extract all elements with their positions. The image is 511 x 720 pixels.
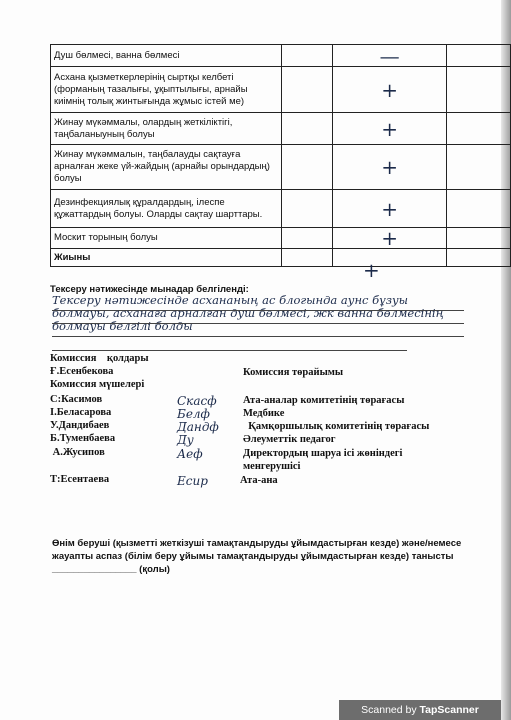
criterion-cell: Дезинфекциялық құралдардың, ілеспе құжаттардың болуы. Оларды сақтау шарттары. xyxy=(51,190,282,228)
member-role: Қамқоршылық комитетінің төрағасы xyxy=(243,421,430,432)
member-signature: Белф xyxy=(177,407,210,421)
member-row xyxy=(50,433,490,447)
findings-label: Тексеру нәтижесінде мынадар белгіленді: xyxy=(50,284,249,295)
handwritten-mark-cell: + xyxy=(332,145,447,190)
commission-chair-row xyxy=(50,366,490,380)
ruled-line xyxy=(52,310,464,311)
member-signature: Скасф xyxy=(177,394,217,408)
ruled-line xyxy=(52,323,464,324)
criterion-cell: Жиыны xyxy=(51,249,282,267)
criterion-cell: Душ бөлмесі, ванна бөлмесі xyxy=(51,45,282,67)
table-row xyxy=(51,228,511,249)
empty-cell xyxy=(282,45,333,67)
member-row xyxy=(50,420,490,434)
table-row xyxy=(51,113,511,145)
criterion-cell: Москит торының болуы xyxy=(51,228,282,249)
empty-cell xyxy=(447,145,511,190)
handwritten-findings: Тексеру нәтижесінде асхананың ас блогында аунс бұзуы болмауы, асханаға арналған душ бөлмесі, жк ванна бөлмесінің болмауы белгілі болды xyxy=(52,293,444,333)
member-name: Т:Есентаева xyxy=(50,474,110,485)
table-row xyxy=(51,67,511,113)
member-signature: Ду xyxy=(177,433,194,447)
members-heading: Комиссия мүшелері xyxy=(50,379,145,390)
handwritten-mark-cell: + xyxy=(332,113,447,145)
member-role: Ата-аналар комитетінің төрағасы xyxy=(243,395,405,406)
member-signature: Есир xyxy=(177,474,208,488)
member-role: Әлеуметтік педагог xyxy=(243,434,336,445)
ruled-line xyxy=(52,350,407,351)
table-row xyxy=(51,249,511,267)
chair-role: Комиссия төрайымы xyxy=(243,367,344,378)
empty-cell xyxy=(447,190,511,228)
handwritten-mark-cell: + xyxy=(332,67,447,113)
member-name: А.Жусипов xyxy=(50,447,105,458)
member-role: Директордың шаруа ісі жөніндегі менгерушісі xyxy=(243,448,403,472)
inspection-table xyxy=(50,44,511,267)
table-row xyxy=(51,145,511,190)
empty-cell xyxy=(447,228,511,249)
handwritten-mark-cell: — xyxy=(332,45,447,67)
empty-cell xyxy=(282,190,333,228)
member-row xyxy=(50,447,490,472)
handwritten-mark-below-table: + xyxy=(363,258,380,282)
handwritten-mark-cell: + xyxy=(332,190,447,228)
empty-cell xyxy=(282,113,333,145)
empty-cell xyxy=(282,228,333,249)
scanner-brand: TapScanner xyxy=(419,704,479,716)
commission-heading: Комиссия қолдары xyxy=(50,353,149,364)
member-name: У.Дандибаев xyxy=(50,420,110,431)
table-row xyxy=(51,45,511,67)
member-row xyxy=(50,407,490,421)
member-signature: Дандф xyxy=(177,420,219,434)
member-name: І.Беласарова xyxy=(50,407,112,418)
empty-cell xyxy=(447,249,511,267)
handwritten-mark-cell xyxy=(332,249,447,267)
empty-cell xyxy=(447,113,511,145)
member-name: С:Касимов xyxy=(50,394,103,405)
table-row xyxy=(51,190,511,228)
empty-cell xyxy=(282,67,333,113)
member-role: Ата-ана xyxy=(240,475,278,486)
chair-name: Ғ.Есенбекова xyxy=(50,366,114,377)
empty-cell xyxy=(282,145,333,190)
criterion-cell: Асхана қызметкерлерінің сыртқы келбеті (форманың тазалығы, ұқыптылығы, арнайы киімнің толық жинтығында жұмыс істей ме) xyxy=(51,67,282,113)
empty-cell xyxy=(447,67,511,113)
member-role: Медбике xyxy=(243,408,285,419)
handwritten-mark-cell: + xyxy=(332,228,447,249)
member-row xyxy=(50,474,490,488)
commission-heading-row xyxy=(50,353,490,367)
empty-cell xyxy=(282,249,333,267)
scanner-watermark xyxy=(339,700,501,720)
member-name: Б.Туменбаева xyxy=(50,433,116,444)
members-heading-row xyxy=(50,379,490,393)
criterion-cell: Жинау мүкәммалын, таңбалауды сақтауға арналған жеке үй-жайдың (арнайы орындардың) болуы xyxy=(51,145,282,190)
criterion-cell: Жинау мүкәммалы, олардың жеткіліктігі, таңбаланыуның болуы xyxy=(51,113,282,145)
empty-cell xyxy=(447,45,511,67)
scanner-prefix: Scanned by xyxy=(361,704,420,716)
member-signature: Аеф xyxy=(177,447,203,461)
member-row xyxy=(50,394,490,408)
acknowledgement-text: Өнім беруші (қызметті жеткізуші тамақтандыруды ұйымдастырған кезде) және/немесе жауапты аспаз (білім беру ұйымы тамақтандыруды ұйымдастырған кезде) танысты ________________ (қолы) xyxy=(52,538,462,575)
ruled-line xyxy=(52,336,464,337)
